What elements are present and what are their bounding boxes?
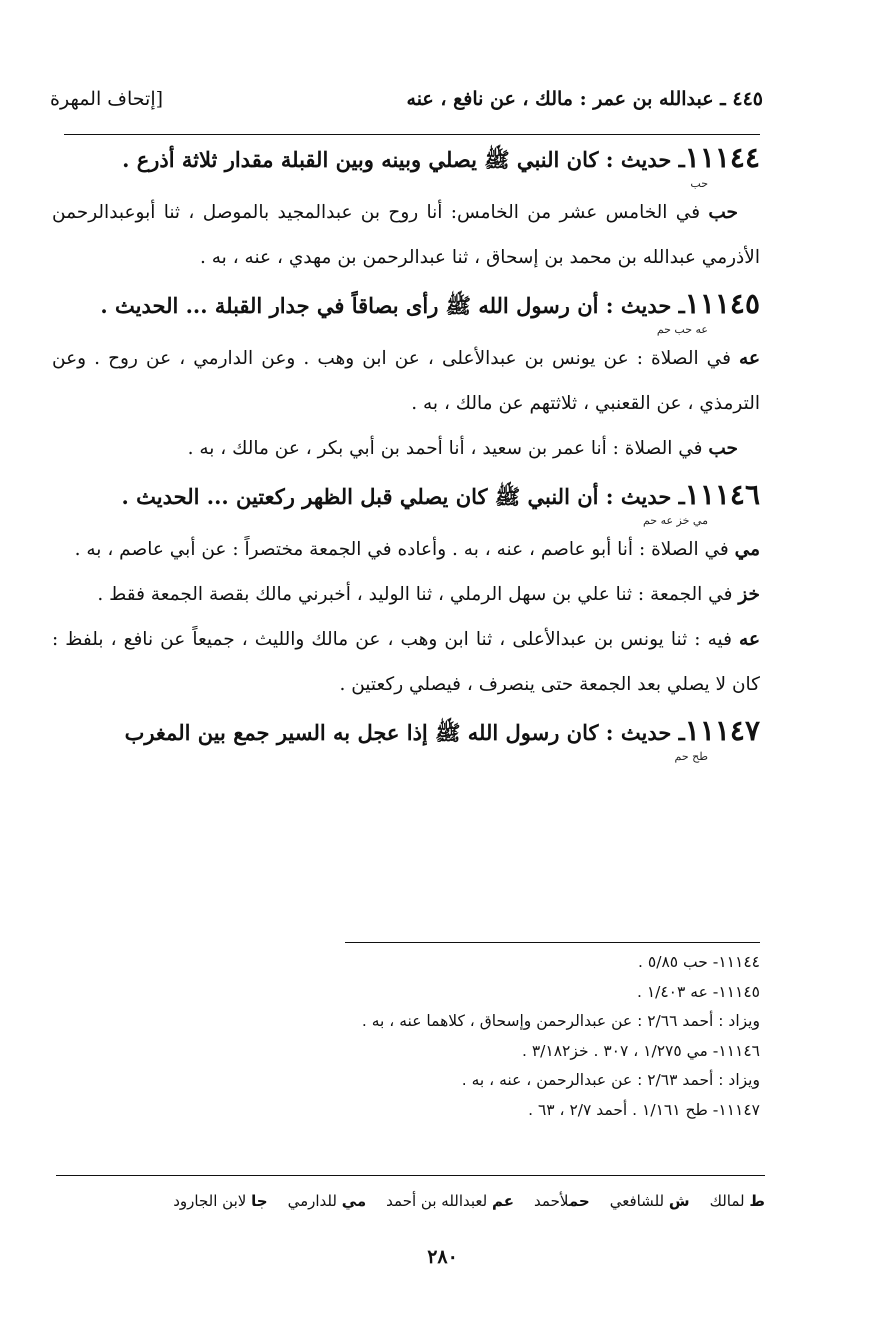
- header-rule: [64, 134, 760, 135]
- legend-text: لابن الجارود: [173, 1192, 247, 1210]
- hadith-number: ١١١٤٥: [684, 287, 760, 320]
- source-text: في الجمعة : ثنا علي بن سهل الرملي ، ثنا الوليد ، أخبرني مالك بقصة الجمعة فقط .: [97, 584, 733, 605]
- legend-text: لمالك: [709, 1192, 745, 1210]
- hadith-heading: [52, 286, 760, 324]
- footnote-line: ويزاد : أحمد ٢/٦٣ : عن عبدالرحمن ، عنه ، به .: [461, 1071, 760, 1089]
- source-paragraph: [52, 336, 760, 426]
- sigla: عه حب حم: [656, 323, 708, 336]
- hadith-heading: [52, 477, 760, 515]
- legend-item: [386, 1192, 514, 1210]
- footnote-line: ١١١٤٥- عه ١/٤٠٣ .: [636, 982, 760, 1001]
- footnote-line: ١١١٤٦- مي ١/٢٧٥ ، ٣٠٧ . خز٣/١٨٢ .: [522, 1041, 760, 1060]
- book-title: [إتحاف المهرة: [50, 88, 164, 110]
- legend-code: ش: [668, 1192, 690, 1210]
- source-paragraph: [52, 617, 760, 707]
- source-code: عه: [739, 629, 760, 650]
- source-text: في الصلاة : عن يونس بن عبدالأعلى ، عن ابن وهب . وعن الدارمي ، عن روح . وعن الترمذي ، عن القعنبي ، ثلاثتهم عن مالك ، به .: [52, 348, 760, 414]
- source-paragraph: [52, 572, 760, 617]
- source-text: في الصلاة : أنا عمر بن سعيد ، أنا أحمد بن أبي بكر ، عن مالك ، به .: [187, 438, 703, 459]
- legend-item: [610, 1192, 690, 1210]
- chapter-title: ٤٤٥ ـ عبدالله بن عمر : مالك ، عن نافع ، عنه: [406, 88, 763, 110]
- sigla: مي خز عه حم: [642, 514, 708, 527]
- hadith-heading-text: ـ حديث : كان النبي ﷺ يصلي وبينه وبين القبلة مقدار ثلاثة أذرع .: [122, 147, 685, 172]
- legend-code: عم: [492, 1192, 515, 1210]
- hadith-entry-11147: [52, 713, 760, 763]
- source-code: حب: [708, 202, 738, 223]
- footnote-rule: [345, 942, 760, 943]
- source-text: فيه : ثنا يونس بن عبدالأعلى ، ثنا ابن وهب ، عن مالك والليث ، جميعاً عن نافع ، بلفظ : كان لا يصلي بعد الجمعة حتى ينصرف ، فيصلي ركعتين .: [52, 629, 760, 695]
- source-code: مي: [734, 539, 760, 560]
- hadith-number: ١١١٤٧: [684, 714, 760, 747]
- hadith-entry-11144: [52, 140, 760, 280]
- footnote-line: ١١١٤٧- طح ١/١٦١ . أحمد ٢/٧ ، ٦٣ .: [528, 1100, 760, 1119]
- legend-code: مي: [341, 1192, 367, 1210]
- running-header: [50, 88, 763, 118]
- hadith-number: ١١١٤٦: [684, 478, 760, 511]
- footnote-line: ويزاد : أحمد ٢/٦٦ : عن عبدالرحمن وإسحاق ، كلاهما عنه ، به .: [361, 1012, 760, 1030]
- legend-text: لعبدالله بن أحمد: [386, 1192, 488, 1210]
- legend-rule: [56, 1175, 765, 1176]
- legend-text: للشافعي: [609, 1192, 665, 1210]
- source-code: خز: [738, 584, 760, 605]
- source-text: في الصلاة : أنا أبو عاصم ، عنه ، به . وأعاده في الجمعة مختصراً : عن أبي عاصم ، به .: [74, 539, 729, 560]
- hadith-heading: [52, 713, 760, 751]
- hadith-entry-11145: [52, 286, 760, 471]
- page-number: ٢٨٠: [427, 1246, 458, 1268]
- legend-item: [710, 1192, 765, 1210]
- legend-code: ط: [749, 1192, 765, 1210]
- abbreviation-legend: [50, 1192, 765, 1210]
- hadith-heading-text: ـ حديث : أن النبي ﷺ كان يصلي قبل الظهر ركعتين ... الحديث .: [121, 484, 685, 509]
- legend-item: [288, 1192, 367, 1210]
- hadith-heading-text: ـ حديث : أن رسول الله ﷺ رأى بصاقاً في جدار القبلة ... الحديث .: [100, 293, 685, 318]
- legend-text: لأحمد: [534, 1192, 569, 1210]
- sigla: طح حم: [674, 750, 708, 763]
- source-paragraph: [52, 426, 760, 471]
- source-paragraph: [52, 527, 760, 572]
- hadith-heading: [52, 140, 760, 178]
- sigla: حب: [690, 177, 708, 190]
- legend-text: للدارمي: [287, 1192, 337, 1210]
- legend-code: جا: [251, 1192, 268, 1210]
- hadith-heading-text: ـ حديث : كان رسول الله ﷺ إذا عجل به السير جمع بين المغرب: [124, 720, 685, 745]
- source-code: حب: [708, 438, 738, 459]
- source-paragraph: [52, 190, 760, 280]
- footnote-line: ١١١٤٤- حب ٥/٨٥ .: [638, 953, 760, 971]
- source-text: في الخامس عشر من الخامس: أنا روح بن عبدالمجيد بالموصل ، ثنا أبوعبدالرحمن الأذرمي عبدالله بن محمد بن إسحاق ، ثنا عبدالرحمن بن مهدي ، عنه ، به .: [52, 202, 760, 268]
- footnotes: [240, 948, 760, 1125]
- hadith-body: [52, 140, 760, 769]
- legend-item: [534, 1192, 590, 1210]
- source-code: عه: [739, 348, 760, 369]
- hadith-number: ١١١٤٤: [684, 141, 760, 174]
- hadith-entry-11146: [52, 477, 760, 707]
- legend-item: [173, 1192, 267, 1210]
- legend-code: حم: [568, 1192, 590, 1210]
